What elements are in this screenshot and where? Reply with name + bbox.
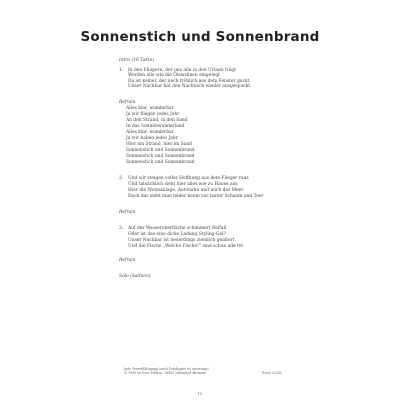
verse-1-line: Da ist keiner, der noch fröhlich aus dem Fenster guckt xyxy=(128,79,250,84)
solo-label: Solo (Saltnon) xyxy=(119,274,151,279)
refrain-line: Alles klar, wunderbar xyxy=(126,130,174,135)
refrain-label: Refrain xyxy=(119,100,136,105)
verse-2-line: Doch das sieht man leider kaum vor lauter Schaum und Teer xyxy=(128,194,264,199)
refrain-line: Hier am Strand, hier im Sand xyxy=(126,142,192,147)
refrain-label: Refrain xyxy=(119,210,136,215)
refrain-line: Sonnenstich und Sonnenbrand xyxy=(126,160,195,165)
verse-2-line: Und wir steigen voller Hoffnung aus dem Flieger raus xyxy=(128,176,249,181)
verse-3-line: Und die Fische „Welche Fische!“ sind schon alle tot xyxy=(128,244,244,249)
refrain-line: Sonnenstich und Sonnenbrand xyxy=(126,154,195,159)
verse-3-number: 3. xyxy=(119,226,124,231)
verse-1-line: Werden alle wie die Ölsardinen eingelegt xyxy=(128,73,220,78)
refrain-line: Ja wir fliegen jedes Jahr xyxy=(126,112,180,117)
refrain-line: Ja wir haben jedes Jahr xyxy=(126,136,178,141)
verse-1-line: In den Fliegern, der uns alle in den Urlaub trägt xyxy=(128,68,236,73)
catalog-number: Eres 2216 xyxy=(262,370,282,375)
refrain-label: Refrain xyxy=(119,258,136,263)
copyright-notice xyxy=(124,368,209,375)
verse-3-line: Auf der Wasseroberfläche schimmert Beifall xyxy=(128,226,227,231)
refrain-line: Sonnenstich und Sonnenbrand xyxy=(126,148,195,153)
refrain-line: Alles klar, wunderbar xyxy=(126,106,174,111)
verse-1-line: Unser Nachbar hat den Nachtisch wieder ausgespuckt xyxy=(128,84,251,89)
intro-label: Intro (16 Takte) xyxy=(119,58,155,63)
verse-3-line: Unser Nachbar ist neuerdings ziemlich gealtert xyxy=(128,238,235,243)
refrain-line: In das Sonnenwunderland xyxy=(126,124,185,129)
copyright-line: © 1999 by Eres Edition, 28865 Lilienthal /Bremen xyxy=(124,370,206,375)
verse-2-line: Und tatsächlich sieht hier alles wie zu Hause aus xyxy=(128,182,238,187)
song-title: Sonnenstich und Sonnenbrand xyxy=(80,29,320,45)
copyright-line: Jede Vervielfältigung (auch Fotokopie) ist untersagt! xyxy=(124,367,209,371)
verse-3-line: Oder ist das eine dicke Ladung Styling-Gel? xyxy=(128,232,226,237)
refrain-line: An den Strand, in den Sand xyxy=(126,118,188,123)
verse-2-line: Hier die Wohnanlage, Autobahn und auch das Meer xyxy=(128,188,244,193)
verse-1-number: 1. xyxy=(119,68,124,73)
verse-2-number: 2. xyxy=(119,176,124,181)
page-number: 10 xyxy=(197,391,203,396)
